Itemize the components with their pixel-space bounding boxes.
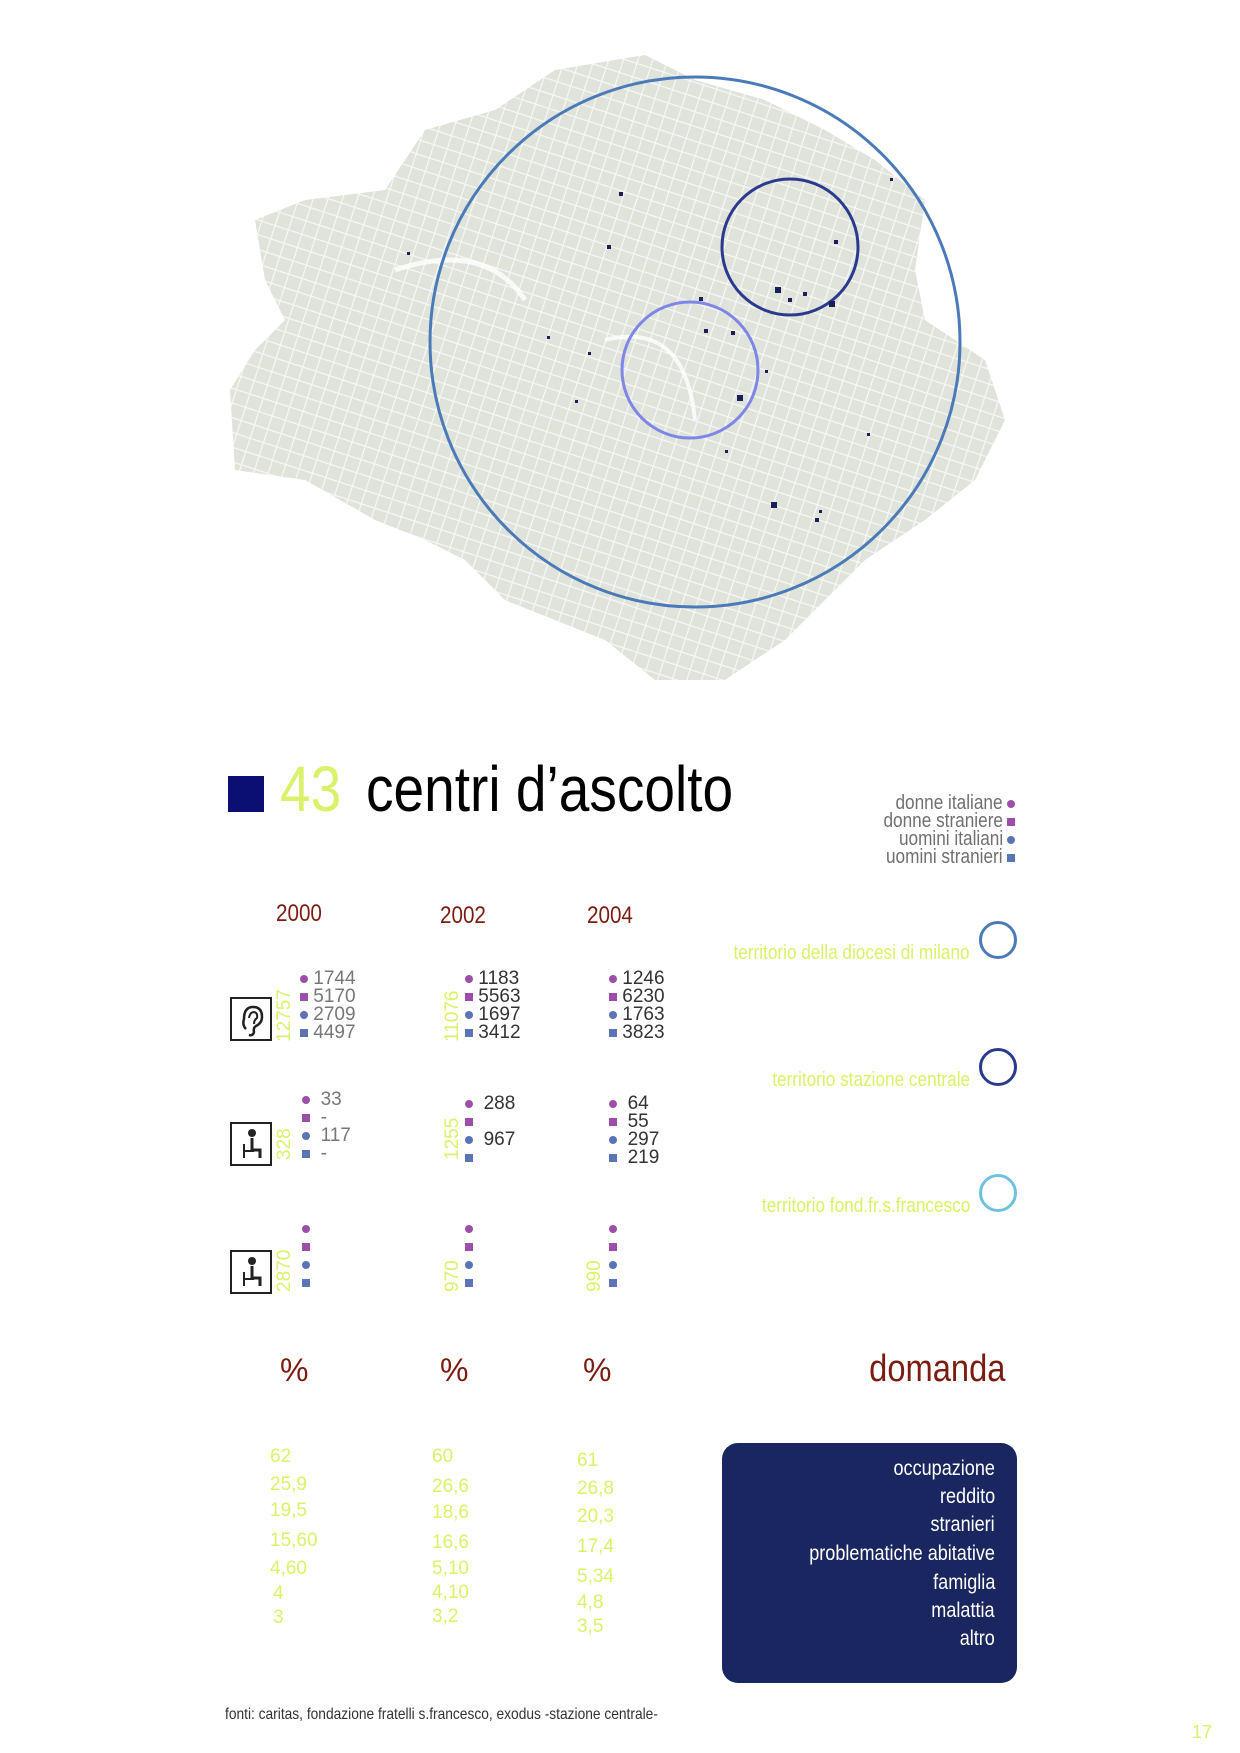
value: 3412 <box>478 1022 521 1043</box>
title-square <box>228 776 264 812</box>
value: 6230 <box>622 986 665 1007</box>
domanda-item-occupazione: occupazione <box>893 1457 995 1480</box>
circle-marker-icon <box>1007 800 1015 808</box>
markers-2000-seated-b <box>302 1220 310 1292</box>
markers-2002-seated-b <box>465 1220 473 1292</box>
page-number: 17 <box>1192 1722 1213 1742</box>
domanda-item-reddito: reddito <box>939 1485 995 1508</box>
legend-item-uomini-stranieri: uomini stranieri <box>867 848 1015 866</box>
year-2002: 2002 <box>440 902 486 929</box>
domanda-item-altro: altro <box>959 1627 995 1650</box>
value: - <box>320 1107 327 1128</box>
percent-value: 15,60 <box>270 1530 318 1551</box>
seated-person-icon <box>230 1250 272 1294</box>
stats-2002-ascolto <box>465 970 521 1042</box>
value: 1183 <box>478 968 520 989</box>
value: 967 <box>483 1129 516 1150</box>
square-marker-icon <box>1007 854 1015 862</box>
legend-item-uomini-italiani: uomini italiani <box>882 830 1015 848</box>
legend-item-donne-italiane: donne italiane <box>878 794 1015 812</box>
value: 64 <box>627 1093 649 1114</box>
value: 5563 <box>478 986 521 1007</box>
percent-header-2000: % <box>280 1352 309 1388</box>
year-2004: 2004 <box>587 902 633 929</box>
domanda-item-stranieri: stranieri <box>930 1513 995 1536</box>
value: 2709 <box>313 1004 356 1025</box>
stazione-ring-icon <box>979 1048 1017 1086</box>
city-area <box>230 55 1005 680</box>
value: - <box>320 1143 327 1164</box>
value: 3823 <box>622 1022 665 1043</box>
stats-2002-seated-a <box>465 1095 515 1167</box>
year-2000: 2000 <box>276 900 322 927</box>
value: 5170 <box>313 986 356 1007</box>
percent-value: 4,8 <box>577 1592 604 1613</box>
circle-marker-icon <box>1007 836 1015 844</box>
domanda-item-problematiche-abitative: problematiche abitative <box>809 1542 995 1565</box>
percent-value: 18,6 <box>432 1502 469 1523</box>
source-note: fonti: caritas, fondazione fratelli s.francesco, exodus -stazione centrale- <box>225 1706 658 1723</box>
total-2002-seated-a: 1255 <box>442 1117 463 1160</box>
percent-header-2002: % <box>440 1352 469 1388</box>
value: 288 <box>483 1093 516 1114</box>
ear-icon <box>230 997 272 1041</box>
square-marker-icon <box>1007 818 1015 826</box>
value: 1763 <box>622 1004 665 1025</box>
total-2000-seated-b: 2870 <box>274 1249 295 1292</box>
percent-value: 16,6 <box>432 1532 469 1553</box>
domanda-title: domanda <box>868 1348 1005 1390</box>
value: 33 <box>320 1089 342 1110</box>
percent-value: 3 <box>273 1607 284 1628</box>
value: 219 <box>627 1147 660 1168</box>
percent-value: 62 <box>270 1446 292 1467</box>
value: 1697 <box>478 1004 521 1025</box>
total-2004-seated-b: 990 <box>584 1260 605 1292</box>
domanda-item-famiglia: famiglia <box>932 1571 995 1594</box>
percent-value: 60 <box>432 1446 454 1467</box>
domanda-box <box>722 1443 1017 1683</box>
percent-value: 5,34 <box>577 1566 614 1587</box>
percent-value: 20,3 <box>577 1506 614 1527</box>
value: 1744 <box>313 968 356 989</box>
milan-map <box>225 40 1025 760</box>
percent-value: 26,8 <box>577 1478 614 1499</box>
francesco-ring-icon <box>979 1174 1017 1212</box>
total-2002-ascolto: 11076 <box>442 990 463 1042</box>
territory-diocesi-label: territorio della diocesi di milano <box>733 942 970 964</box>
domanda-item-malattia: malattia <box>931 1599 995 1622</box>
seated-person-icon <box>230 1122 272 1166</box>
value: 297 <box>627 1129 660 1150</box>
value: 4497 <box>313 1022 356 1043</box>
territory-francesco-label: territorio fond.fr.s.francesco <box>761 1195 970 1217</box>
value: 1246 <box>622 968 665 989</box>
stats-2004-ascolto <box>609 970 665 1042</box>
percent-value: 19,5 <box>270 1500 307 1521</box>
stats-2004-seated-a <box>609 1095 659 1167</box>
percent-value: 5,10 <box>432 1558 469 1579</box>
title-number: 43 <box>280 753 342 825</box>
total-2000-ascolto: 12757 <box>274 989 295 1042</box>
diocesi-ring-icon <box>979 921 1017 959</box>
percent-header-2004: % <box>583 1352 612 1388</box>
territory-stazione-label: territorio stazione centrale <box>772 1069 970 1091</box>
percent-value: 4 <box>273 1583 284 1604</box>
page-title: centri d’ascolto <box>366 753 734 825</box>
percent-value: 4,60 <box>270 1558 307 1579</box>
stats-2000-seated-a <box>302 1091 351 1163</box>
percent-value: 3,5 <box>577 1616 604 1637</box>
percent-value: 25,9 <box>270 1474 307 1495</box>
value: 117 <box>320 1125 351 1146</box>
stats-2000-ascolto <box>300 970 356 1042</box>
percent-value: 61 <box>577 1450 599 1471</box>
percent-value: 3,2 <box>432 1606 459 1627</box>
percent-value: 17,4 <box>577 1536 614 1557</box>
value: 55 <box>627 1111 649 1132</box>
total-2000-seated-a: 328 <box>274 1128 295 1160</box>
markers-2004-seated-b <box>609 1220 617 1292</box>
legend-item-donne-straniere: donne straniere <box>864 812 1015 830</box>
total-2002-seated-b: 970 <box>442 1260 463 1292</box>
percent-value: 26,6 <box>432 1476 469 1497</box>
percent-value: 4,10 <box>432 1582 469 1603</box>
